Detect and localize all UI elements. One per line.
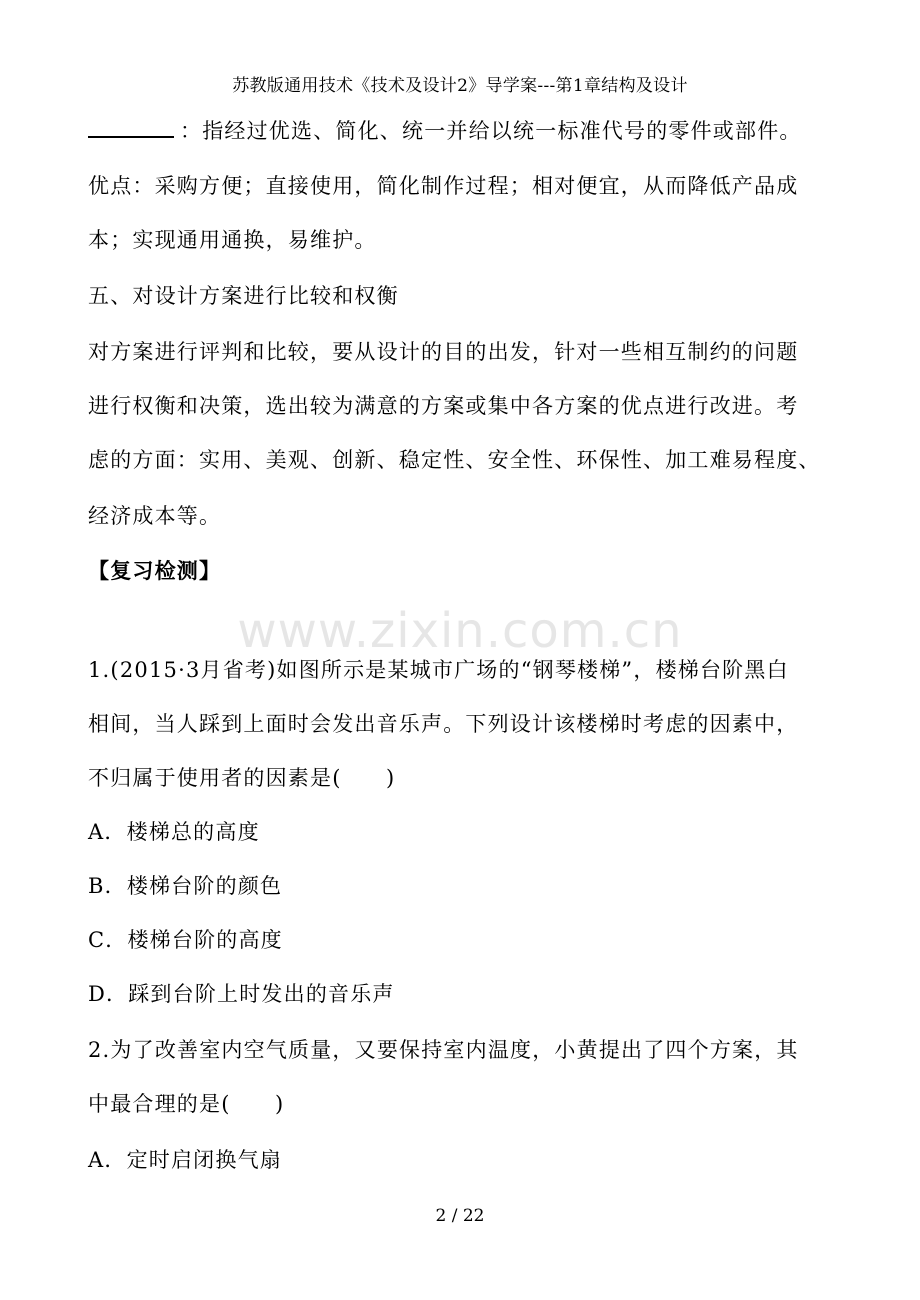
- section-5-line-1: 对方案进行评判和比较，要从设计的目的出发，针对一些相互制约的问题: [88, 340, 799, 364]
- question-1-line-1: 1.(2015·3月省考)如图所示是某城市广场的“钢琴楼梯”，楼梯台阶黑白: [88, 658, 789, 682]
- question-2-option-a: A．定时启闭换气扇: [88, 1148, 282, 1172]
- question-1-option-c: C．楼梯台阶的高度: [88, 928, 283, 952]
- definition-text: ：指经过优选、简化、统一并给以统一标准代号的零件或部件。: [180, 119, 802, 143]
- section-5-line-4: 经济成本等。: [88, 504, 222, 528]
- question-1-option-b: B．楼梯台阶的颜色: [88, 874, 283, 898]
- question-2-line-1: 2.为了改善室内空气质量，又要保持室内温度，小黄提出了四个方案，其: [88, 1038, 799, 1062]
- page-number: 2 / 22: [435, 1206, 485, 1226]
- fill-in-blank: [88, 116, 174, 138]
- page-header: 苏教版通用技术《技术及设计2》导学案---第1章结构及设计: [232, 76, 688, 96]
- section-5-line-3: 虑的方面：实用、美观、创新、稳定性、安全性、环保性、加工难易程度、: [88, 448, 821, 472]
- standard-parts-definition: [88, 116, 840, 145]
- question-1-line-3: 不归属于使用者的因素是( ): [88, 766, 396, 790]
- question-1-option-d: D．踩到台阶上时发出的音乐声: [88, 982, 395, 1006]
- section-5-line-2: 进行权衡和决策，选出较为满意的方案或集中各方案的优点进行改进。考: [88, 394, 799, 418]
- question-1-option-a: A．楼梯总的高度: [88, 820, 260, 844]
- advantages-line-2: 本；实现通用通换，易维护。: [88, 228, 377, 252]
- watermark: www.zixin.com.cn: [237, 603, 683, 659]
- question-1-line-2: 相间，当人踩到上面时会发出音乐声。下列设计该楼梯时考虑的因素中，: [88, 712, 799, 736]
- section-5-title: 五、对设计方案进行比较和权衡: [88, 284, 399, 308]
- review-section-title: 【复习检测】: [88, 558, 222, 583]
- question-2-line-2: 中最合理的是( ): [88, 1092, 285, 1116]
- advantages-line-1: 优点：采购方便；直接使用，简化制作过程；相对便宜，从而降低产品成: [88, 174, 799, 198]
